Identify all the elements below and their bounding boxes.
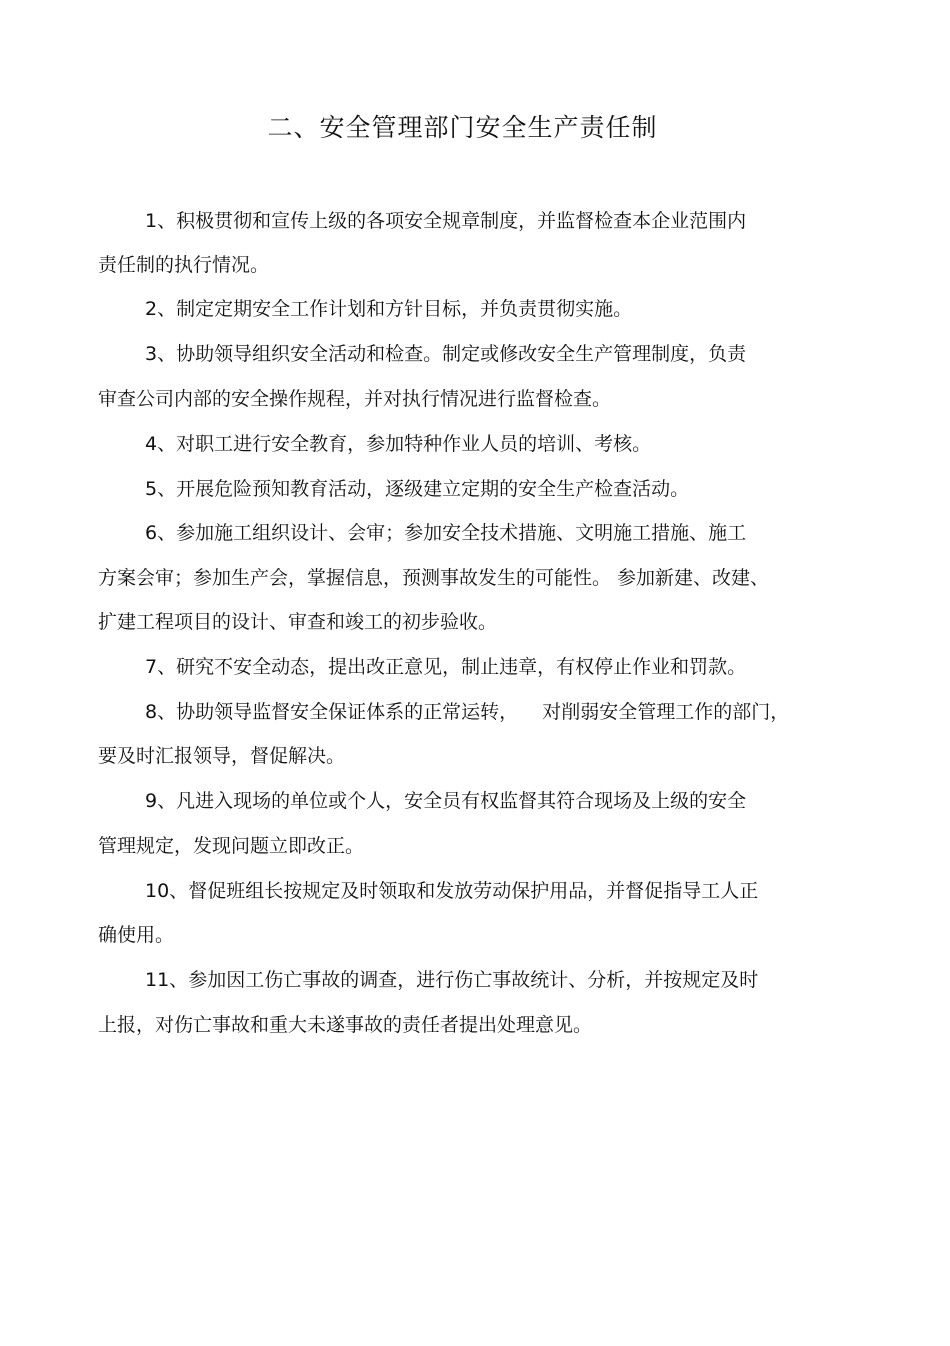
item-number: 3、: [145, 343, 177, 365]
item-number: 11、: [145, 969, 189, 991]
page-title: 二、安全管理部门安全生产责任制: [267, 113, 658, 142]
item-text: 积极贯彻和宣传上级的各项安全规章制度，并监督检查本企业范围内: [176, 210, 747, 232]
list-item-6-continuation: 扩建工程项目的设计、审查和竣工的初步验收。: [98, 611, 498, 633]
list-item-7: [145, 652, 746, 682]
list-item-1: [145, 206, 746, 236]
item-number: 1、: [145, 210, 177, 232]
item-number: 2、: [145, 298, 177, 320]
item-text: 开展危险预知教育活动，逐级建立定期的安全生产检查活动。: [176, 478, 690, 500]
item-text: 制定定期安全工作计划和方针目标，并负责贯彻实施。: [176, 298, 633, 320]
item-text: 协助领导监督安全保证体系的正常运转， 对削弱安全管理工作的部门，: [176, 701, 790, 723]
list-item-3: [145, 339, 746, 369]
list-item-9-continuation: 管理规定，发现问题立即改正。: [98, 835, 365, 857]
list-item-11-continuation: 上报，对伤亡事故和重大未遂事故的责任者提出处理意见。: [98, 1014, 593, 1036]
item-number: 10、: [145, 880, 189, 902]
list-item-5: [145, 474, 689, 504]
list-item-10-continuation: 确使用。: [98, 924, 175, 946]
item-text: 协助领导组织安全活动和检查。制定或修改安全生产管理制度，负责: [176, 343, 747, 365]
item-text: 凡进入现场的单位或个人，安全员有权监督其符合现场及上级的安全: [176, 790, 747, 812]
item-number: 4、: [145, 433, 177, 455]
item-text: 对职工进行安全教育，参加特种作业人员的培训、考核。: [176, 433, 652, 455]
list-item-6: [145, 518, 746, 548]
list-item-3-continuation: 审查公司内部的安全操作规程，并对执行情况进行监督检查。: [98, 388, 612, 410]
list-item-10: [145, 876, 758, 906]
item-text: 参加施工组织设计、会审；参加安全技术措施、文明施工措施、施工: [176, 522, 747, 544]
list-item-8-continuation: 要及时汇报领导，督促解决。: [98, 745, 346, 767]
item-number: 9、: [145, 790, 177, 812]
item-number: 6、: [145, 522, 177, 544]
list-item-2: [145, 294, 632, 324]
list-item-1-continuation: 责任制的执行情况。: [98, 254, 270, 276]
item-text: 督促班组长按规定及时领取和发放劳动保护用品，并督促指导工人正: [188, 880, 759, 902]
list-item-8: [145, 697, 789, 727]
item-number: 7、: [145, 656, 177, 678]
item-number: 8、: [145, 701, 177, 723]
item-number: 5、: [145, 478, 177, 500]
item-text: 研究不安全动态，提出改正意见，制止违章，有权停止作业和罚款。: [176, 656, 747, 678]
list-item-9: [145, 786, 746, 816]
list-item-11: [145, 965, 758, 995]
list-item-6-continuation: 方案会审；参加生产会，掌握信息，预测事故发生的可能性。 参加新建、改建、: [98, 567, 770, 589]
item-text: 参加因工伤亡事故的调查，进行伤亡事故统计、分析，并按规定及时: [188, 969, 759, 991]
list-item-4: [145, 429, 651, 459]
